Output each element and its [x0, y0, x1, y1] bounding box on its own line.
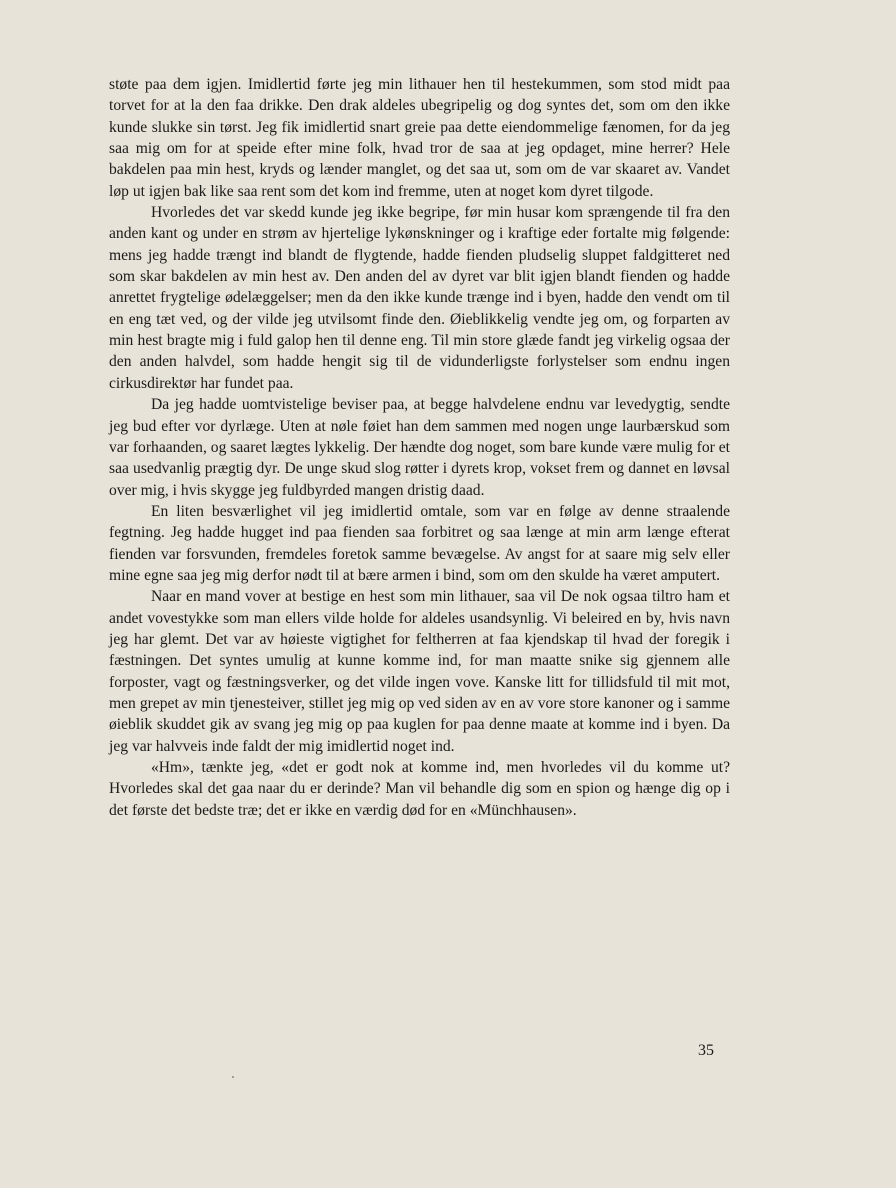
- paragraph-4: En liten besværlighet vil jeg imidlertid omtale, som var en følge av denne straalende fegtning. Jeg hadde hugget ind paa fienden saa forbitret og saa længe at min arm længe efterat fienden var forsvunden, fremdeles foretok samme bevægelse. Av angst for at saare mig selv eller mine egne saa jeg mig derfor nødt til at bære armen i bind, som om den skulde ha været amputert.: [109, 502, 730, 584]
- paragraph-2: Hvorledes det var skedd kunde jeg ikke begripe, før min husar kom sprængende til fra den anden kant og under en strøm av hjertelige lykønskninger og i kraftige eder fortalte mig følgende: mens jeg hadde trængt ind blandt de flygtende, hadde fienden pludselig sluppet faldgitteret ned som skar bakdelen av min hest av. Den anden del av dyret var blit igjen blandt fienden og hadde anrettet frygtelige ødelæggelser; men da den ikke kunde trænge ind i byen, hadde den vendt om til en eng tæt ved, og der vilde jeg utvilsomt finde den. Øieblikkelig vendte jeg om, og forparten av min hest bragte mig i fuld galop hen til denne eng. Til min store glæde fandt jeg virkelig ogsaa der den anden halvdel, som hadde hengit sig til de vidunderligste forlystelser som endnu ingen cirkusdirektør har fundet paa.: [109, 204, 730, 392]
- paragraph-5: Naar en mand vover at bestige en hest som min lithauer, saa vil De nok ogsaa tiltro ham et andet vovestykke som man ellers vilde holde for aldeles usandsynlig. Vi beleired en by, hvis navn jeg har glemt. Det var av høieste vigtighet for feltherren at faa kjendskap til hvad der foregik i fæstningen. Det syntes umulig at kunne komme ind, for man maatte snike sig gjennem alle forposter, vagt og fæstningsverker, og det vilde ingen vove. Kanske litt for tillidsfuld til mit mot, men grepet av min tjenesteiver, stillet jeg mig op ved siden av en av vore store kanoner og i samme øieblik skuddet gik av svang jeg mig op paa kuglen for paa denne maate at komme ind i byen. Da jeg var halvveis inde faldt der mig imidlertid noget ind.: [109, 588, 730, 755]
- paper-speck: [232, 1076, 234, 1078]
- paragraph-1: støte paa dem igjen. Imidlertid førte jeg min lithauer hen til hestekummen, som stod midt paa torvet for at la den faa drikke. Den drak aldeles ubegripelig og dog syntes det, som om den ikke kunde slukke sin tørst. Jeg fik imidlertid snart greie paa dette eiendommelige fænomen, for da jeg saa mig om for at speide efter mine folk, hvad tror de saa at jeg opdaget, mine herrer? Hele bakdelen paa min hest, kryds og lænder manglet, og det saa ut, som om de var skaaret av. Vandet løp ut igjen bak like saa rent som det kom ind fremme, uten at noget kom dyret tilgode.: [109, 76, 730, 200]
- paragraph-3: Da jeg hadde uomtvistelige beviser paa, at begge halvdelene endnu var levedygtig, sendte jeg bud efter vor dyrlæge. Uten at nøle føiet han dem sammen med nogen unge laurbærskud som var forhaanden, og saaret lægtes lykkelig. Der hændte dog noget, som bare kunde være mulig for et saa usedvanlig prægtig dyr. De unge skud slog røtter i dyrets krop, vokset frem og dannet en løvsal over mig, i hvis skygge jeg fuldbyrded mangen dristig daad.: [109, 396, 730, 499]
- page-number: 35: [698, 1042, 714, 1059]
- paragraph-6: «Hm», tænkte jeg, «det er godt nok at komme ind, men hvorledes vil du komme ut? Hvorledes skal det gaa naar du er derinde? Man vil behandle dig som en spion og hænge dig op i det første det bedste træ; det er ikke en værdig død for en «Münchhausen».: [109, 759, 730, 819]
- body-text: [109, 74, 730, 821]
